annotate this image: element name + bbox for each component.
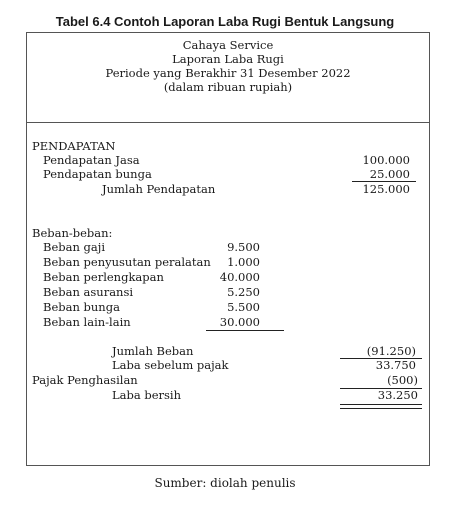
income-item-label: Pendapatan bunga: [43, 167, 152, 181]
source-note: Sumber: diolah penulis: [154, 476, 296, 490]
income-item-label: Pendapatan Jasa: [43, 153, 140, 167]
net-profit-value: 33.250: [377, 388, 418, 402]
tax-label: Pajak Penghasilan: [32, 373, 138, 387]
income-item-value: 25.000: [369, 167, 410, 181]
report-title: Laporan Laba Rugi: [172, 52, 284, 66]
net-profit-label: Laba bersih: [112, 388, 182, 402]
company-name: Cahaya Service: [182, 38, 274, 52]
header-divider: [26, 122, 430, 123]
table-caption: Tabel 6.4 Contoh Laporan Laba Rugi Bentuk Langsung: [55, 14, 395, 29]
expense-item-value: 30.000: [219, 315, 260, 329]
expenses-total-value: (91.250): [366, 344, 416, 358]
expenses-heading: Beban-beban:: [32, 226, 113, 240]
income-item-value: 100.000: [362, 153, 410, 167]
expense-item-value: 40.000: [219, 270, 260, 284]
profit-before-tax-value: 33.750: [375, 358, 416, 372]
expense-item-label: Beban penyusutan peralatan: [43, 255, 211, 269]
expense-item-value: 9.500: [227, 240, 260, 254]
expense-item-value: 1.000: [227, 255, 260, 269]
income-total-label: Jumlah Pendapatan: [102, 182, 216, 196]
expense-item-value: 5.500: [227, 300, 260, 314]
expense-item-label: Beban bunga: [43, 300, 120, 314]
expenses-total-label: Jumlah Beban: [112, 344, 194, 358]
income-total-value: 125.000: [362, 182, 410, 196]
expenses-underline: [206, 330, 284, 331]
expense-item-label: Beban perlengkapan: [43, 270, 164, 284]
net-profit-double-underline-top: [340, 404, 422, 405]
report-period: Periode yang Berakhir 31 Desember 2022: [105, 66, 351, 80]
expense-item-value: 5.250: [227, 285, 260, 299]
expense-item-label: Beban gaji: [43, 240, 105, 254]
profit-before-tax-label: Laba sebelum pajak: [112, 358, 229, 372]
report-unit: (dalam ribuan rupiah): [163, 80, 293, 94]
expense-item-label: Beban lain-lain: [43, 315, 131, 329]
tax-value: (500): [387, 373, 418, 387]
expense-item-label: Beban asuransi: [43, 285, 134, 299]
net-profit-double-underline-bottom: [340, 408, 422, 409]
income-heading: PENDAPATAN: [32, 139, 116, 153]
